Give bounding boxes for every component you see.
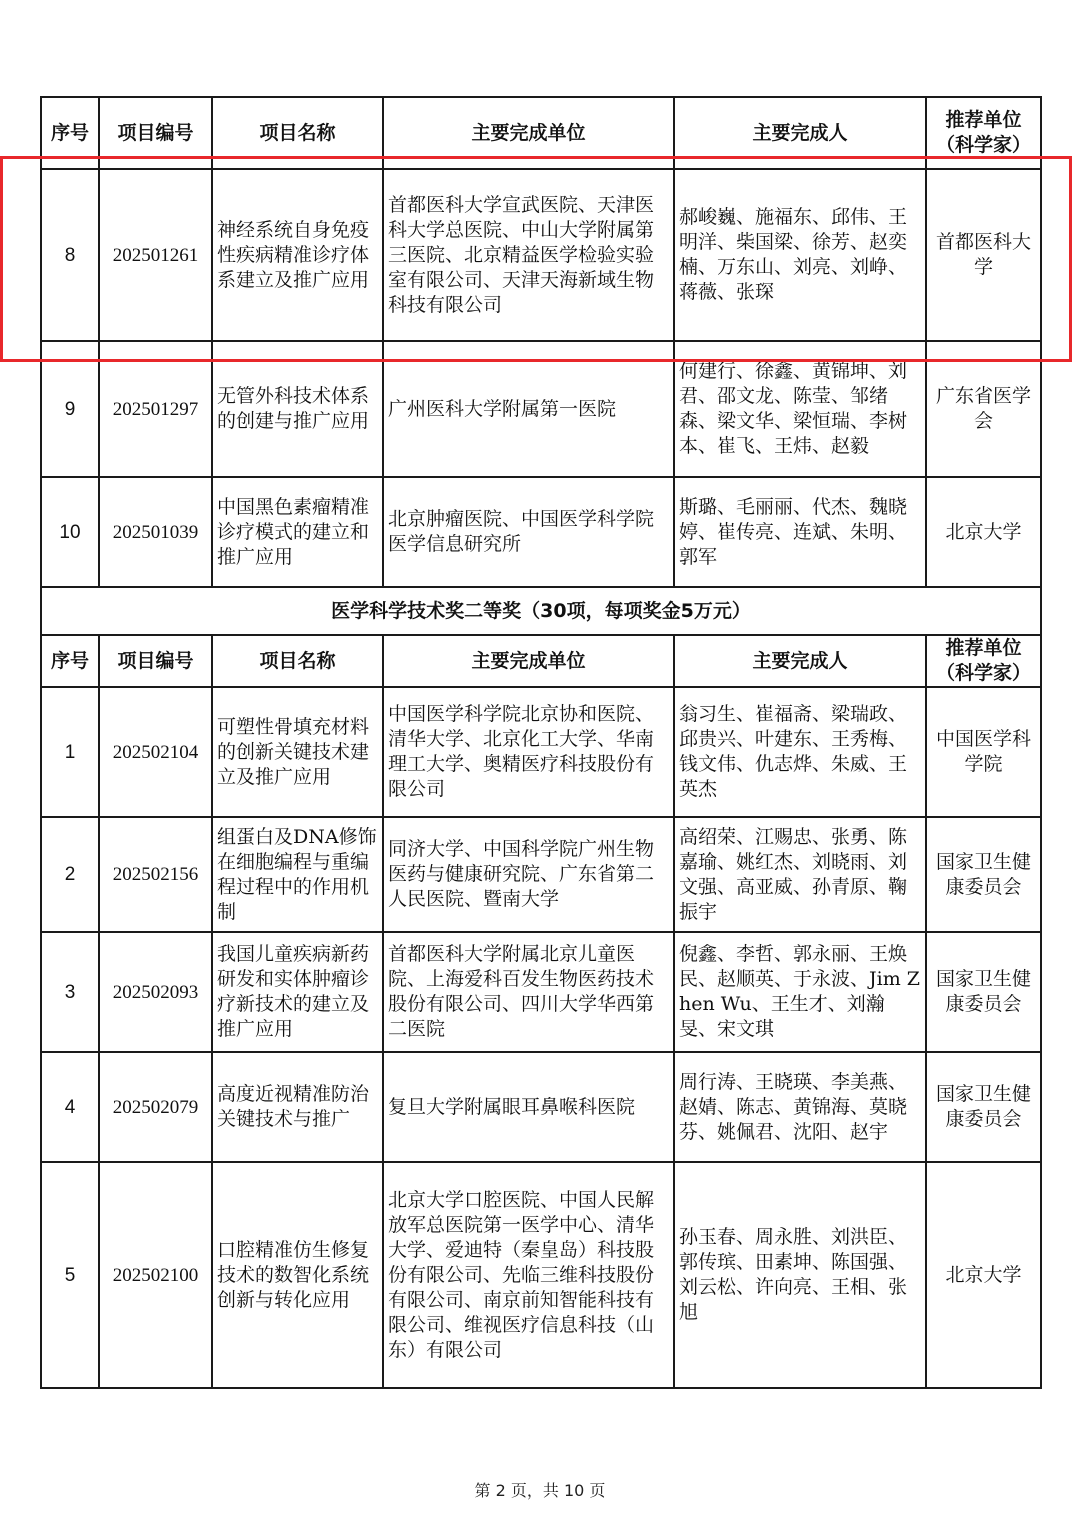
cell-name: 口腔精准仿生修复技术的数智化系统创新与转化应用 <box>212 1162 383 1388</box>
cell-seq: 4 <box>41 1052 99 1162</box>
header-units: 主要完成单位 <box>383 635 674 687</box>
cell-units: 广州医科大学附属第一医院 <box>383 341 674 477</box>
cell-rec: 北京大学 <box>926 1162 1041 1388</box>
table-row <box>41 1052 1041 1162</box>
cell-seq: 9 <box>41 341 99 477</box>
cell-rec: 北京大学 <box>926 477 1041 587</box>
cell-people: 郝峻巍、施福东、邱伟、王明洋、柴国梁、徐芳、赵奕楠、万东山、刘亮、刘峥、蒋薇、张琛 <box>674 169 926 341</box>
table-row <box>41 1162 1041 1388</box>
cell-people <box>674 341 926 477</box>
cell-rec: 首都医科大学 <box>926 169 1041 341</box>
cell-units: 同济大学、中国科学院广州生物医药与健康研究院、广东省第二人民医院、暨南大学 <box>383 817 674 932</box>
cell-units: 中国医学科学院北京协和医院、清华大学、北京化工大学、华南理工大学、奥精医疗科技股份有限公司 <box>383 687 674 817</box>
cell-name: 神经系统自身免疫性疾病精准诊疗体系建立及推广应用 <box>212 169 383 341</box>
cell-rec: 国家卫生健康委员会 <box>926 1052 1041 1162</box>
cell-seq: 10 <box>41 477 99 587</box>
cell-people: 翁习生、崔福斋、梁瑞政、邱贵兴、叶建东、王秀梅、钱文伟、仇志烨、朱威、王英杰 <box>674 687 926 817</box>
cell-id: 202502100 <box>99 1162 212 1388</box>
cell-units: 复旦大学附属眼耳鼻喉科医院 <box>383 1052 674 1162</box>
cell-rec: 国家卫生健康委员会 <box>926 817 1041 932</box>
section-row <box>41 587 1041 635</box>
cell-seq: 2 <box>41 817 99 932</box>
cell-id: 202501297 <box>99 341 212 477</box>
cell-id: 202502156 <box>99 817 212 932</box>
cell-id: 202502104 <box>99 687 212 817</box>
cell-rec: 广东省医学会 <box>926 341 1041 477</box>
cell-people: 倪鑫、李哲、郭永丽、王焕民、赵顺英、于永波、Jim Zhen Wu、王生才、刘瀚旻、宋文琪 <box>674 932 926 1052</box>
header-people: 主要完成人 <box>674 97 926 169</box>
cell-name: 中国黑色素瘤精准诊疗模式的建立和推广应用 <box>212 477 383 587</box>
header-people: 主要完成人 <box>674 635 926 687</box>
header-row <box>41 97 1041 169</box>
cell-people-text: 何建行、徐鑫、黄锦坤、刘君、邵文龙、陈莹、邹绪森、梁文华、梁恒瑞、李树本、崔飞、王炜、赵毅 <box>679 360 908 457</box>
cell-name: 高度近视精准防治关键技术与推广 <box>212 1052 383 1162</box>
table-row <box>41 341 1041 477</box>
header-rec: 推荐单位（科学家） <box>926 97 1041 169</box>
cell-units: 首都医科大学附属北京儿童医院、上海爱科百发生物医药技术股份有限公司、四川大学华西第二医院 <box>383 932 674 1052</box>
cell-name: 无管外科技术体系的创建与推广应用 <box>212 341 383 477</box>
cell-name: 可塑性骨填充材料的创新关键技术建立及推广应用 <box>212 687 383 817</box>
awards-table <box>40 96 1042 1389</box>
header-name: 项目名称 <box>212 97 383 169</box>
header-rec: 推荐单位（科学家） <box>926 635 1041 687</box>
cell-rec: 中国医学科学院 <box>926 687 1041 817</box>
table-row <box>41 687 1041 817</box>
cell-seq: 8 <box>41 169 99 341</box>
cell-name: 组蛋白及DNA修饰在细胞编程与重编程过程中的作用机制 <box>212 817 383 932</box>
section-title: 医学科学技术奖二等奖（30项，每项奖金5万元） <box>41 587 1041 635</box>
cell-id: 202502079 <box>99 1052 212 1162</box>
header-seq: 序号 <box>41 635 99 687</box>
cell-id: 202502093 <box>99 932 212 1052</box>
cell-id: 202501261 <box>99 169 212 341</box>
cell-seq: 3 <box>41 932 99 1052</box>
cell-units: 北京大学口腔医院、中国人民解放军总医院第一医学中心、清华大学、爱迪特（秦皇岛）科技股份有限公司、先临三维科技股份有限公司、南京前知智能科技有限公司、维视医疗信息科技（山东）有限公司 <box>383 1162 674 1388</box>
header-seq: 序号 <box>41 97 99 169</box>
cell-name: 我国儿童疾病新药研发和实体肿瘤诊疗新技术的建立及推广应用 <box>212 932 383 1052</box>
table-row <box>41 932 1041 1052</box>
cell-seq: 5 <box>41 1162 99 1388</box>
header-row <box>41 635 1041 687</box>
cell-people: 高绍荣、江赐忠、张勇、陈嘉瑜、姚红杰、刘晓雨、刘文强、高亚威、孙青原、鞠振宇 <box>674 817 926 932</box>
table-row <box>41 817 1041 932</box>
table-row <box>41 477 1041 587</box>
header-id: 项目编号 <box>99 635 212 687</box>
table-row <box>41 169 1041 341</box>
cell-units: 北京肿瘤医院、中国医学科学院医学信息研究所 <box>383 477 674 587</box>
cell-people: 斯璐、毛丽丽、代杰、魏晓婷、崔传亮、连斌、朱明、郭军 <box>674 477 926 587</box>
cell-units: 首都医科大学宣武医院、天津医科大学总医院、中山大学附属第三医院、北京精益医学检验实验室有限公司、天津天海新域生物科技有限公司 <box>383 169 674 341</box>
cell-rec: 国家卫生健康委员会 <box>926 932 1041 1052</box>
header-id: 项目编号 <box>99 97 212 169</box>
cell-people: 周行涛、王晓瑛、李美燕、赵婧、陈志、黄锦海、莫晓芬、姚佩君、沈阳、赵宇 <box>674 1052 926 1162</box>
cell-id: 202501039 <box>99 477 212 587</box>
header-name: 项目名称 <box>212 635 383 687</box>
cell-people: 孙玉春、周永胜、刘洪臣、郭传瑸、田素坤、陈国强、刘云松、许向亮、王相、张旭 <box>674 1162 926 1388</box>
cell-seq: 1 <box>41 687 99 817</box>
header-units: 主要完成单位 <box>383 97 674 169</box>
page-number: 第 2 页，共 10 页 <box>474 1481 606 1500</box>
